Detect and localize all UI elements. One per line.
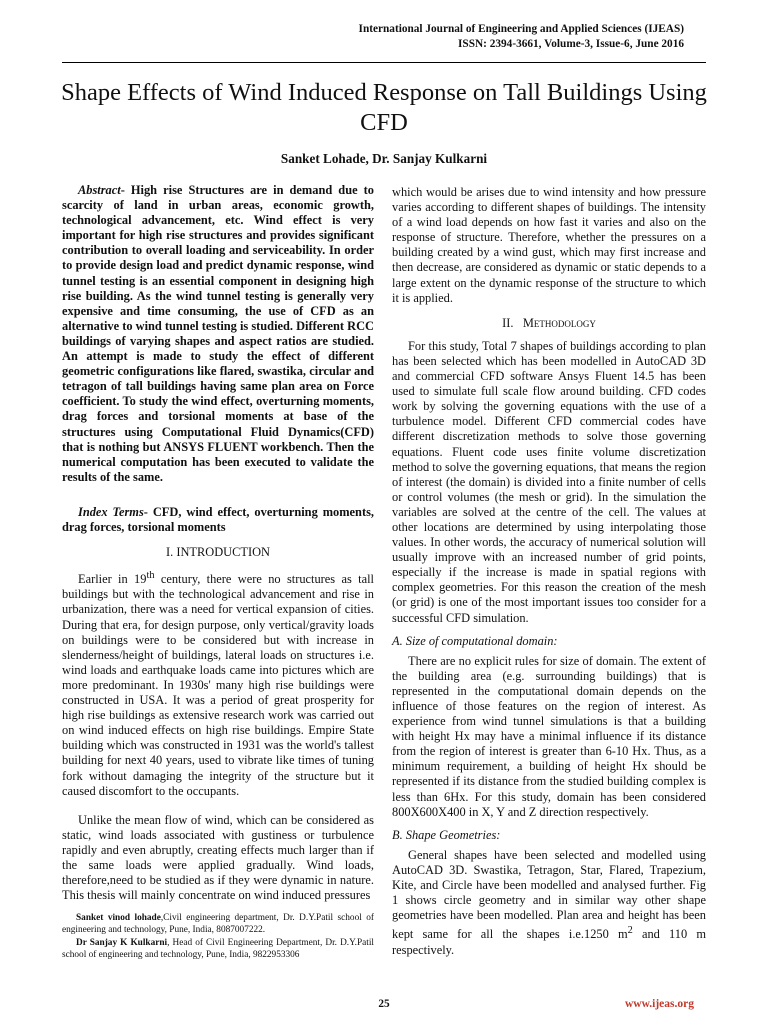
journal-website-link[interactable]: www.ijeas.org xyxy=(625,998,694,1010)
journal-name: International Journal of Engineering and Applied Sciences (IJEAS) xyxy=(358,23,684,35)
footnote-author-2: Dr Sanjay K Kulkarni, Head of Civil Engineering Department, Dr. D.Y.Patil school of engineering and technology, Pune, India, 9822953306 xyxy=(62,937,374,960)
shapes-paragraph: General shapes have been selected and modelled using AutoCAD 3D. Swastika, Tetragon, Star, Flared, Trapezium, Kite, and Circle have been modelled and analysed further. Fig 1 shows circle geometry and in similar way other shape geometries have been modelled. Plan area and height has been kept same for all the shapes i.e.1250 $m^2$ and 110 m respectively. xyxy=(392,847,706,957)
index-terms xyxy=(62,505,374,535)
index-terms-label: Index Terms xyxy=(78,504,144,519)
author-footnotes xyxy=(62,912,374,961)
abstract-label: Abstract xyxy=(78,183,121,197)
right-paragraph-continued: which would be arises due to wind intensity and how pressure varies according to different shapes of buildings. The intensity of a wind load depends on how fast it varies and also on the response of structure. Therefore, whether the pressures on a building created by a wind gust, which may first increase and then decrease, are considered as dynamic or static depends to a large extent on the dynamic response of the structure to which it is applied. xyxy=(392,185,706,305)
intro-paragraph-1: Earlier in 19th century, there were no structures as tall buildings but with the technological advancement and rise in urbanization, there was a need for vertical expansion of cities. During that era, for design purpose, only vertical/gravity loads on buildings were to be considered but with increase in slenderness/height of buildings, lateral loads on structures i.e. wind loads and earthquake loads came into pictures which are more predominant. In 1930s' many high rise buildings were constructed in USA. It was a period of great prosperity for high rise buildings as extensive research work was carried out on wind induced effects on high rise buildings. Empire State building which was constructed in 1931 was the world's tallest building for next 40 years, used to vibrate like times of tuning fork without damaging the integrity of the structure but it caused discomfort to the occupants. xyxy=(62,570,374,798)
footnote-author-1: Sanket vinod lohade,Civil engineering department, Dr. D.Y.Patil school of engineering and technology, Pune, India, 8087007222. xyxy=(62,913,374,936)
left-column xyxy=(62,183,374,903)
index-terms-text: - CFD, wind effect, overturning moments, drag forces, torsional moments xyxy=(62,504,374,534)
journal-header xyxy=(359,22,684,52)
subsection-heading-shapes: B. Shape Geometries: xyxy=(392,827,501,842)
methodology-paragraph: For this study, Total 7 shapes of buildings according to plan has been selected which has been modelled in AutoCAD 3D and commercial CFD software Ansys Fluent 14.5 has been used to simulate full scale flow around building. CFD codes work by solving the governing equations with the use of a turbulence model. Different CFD commercial codes have different discretization methods to solve those governing equations. Fluent code uses finite volume discretization method to solve the governing equations, that means the region of interest (the domain) is divided into a finite number of cells or control volumes (the mesh or grid). In the simulation the variables are solved at the centre of the cell. The values at other locations are determined by using interpolating those values. In other words, the accuracy of numerical solution will usually improve with an increased number of grid points, especially if the increase is made in spatial regions with complex geometries. For this reason the creation of the mesh (or grid) is one of the most important issues too consider for a successful CFD simulation. xyxy=(392,338,706,625)
section-heading-introduction: I. INTRODUCTION xyxy=(166,545,270,560)
header-rule xyxy=(62,62,706,63)
abstract xyxy=(62,183,374,485)
paper-title: Shape Effects of Wind Induced Response on Tall Buildings Using CFD xyxy=(61,79,707,136)
domain-paragraph: There are no explicit rules for size of domain. The extent of the building area (e.g. surrounding buildings) that is represented in the computational domain depends on the influence of those features on the region of interest. As experience from wind tunnel simulations is that a building with height Hx may have a minimal influence if its distance from the region of interest is greater than 6-10 Hx. Thus, as a minimum requirement, a building of height Hx should be represented if its distance from the studied building complex is less than 6Hx. For this study, domain has been considered 800X600X400 in X, Y and Z direction respectively. xyxy=(392,653,706,819)
section-heading-methodology: II. Methodology xyxy=(502,315,596,330)
abstract-text: - High rise Structures are in demand due to scarcity of land in urban areas, economic growth, technological advancement, etc. Wind effect is very important for high rise structures and provides significant contribution to overall loading and serviceability. In order to provide design load and predict dynamic response, wind tunnel testing is an essential component in designing high rise building. As the wind tunnel testing is generally very expensive and time consuming, the use of CFD as an alternative to wind tunnel testing is studied. Different RCC buildings of varying shapes and aspect ratios are studied. An attempt is made to study the effect of different geometric configurations like flared, swastika, circular and tetragon of tall buildings having same plan area on Force coefficient. To study the wind effect, overturning moments, drag forces and torsional moments at base of the structures using Computational Fluid Dynamics(CFD) that is nothing but ANSYS FLUENT workbench. Then the numerical computation has been executed to validate the results of the same. xyxy=(62,183,374,484)
journal-issn: ISSN: 2394-3661, Volume-3, Issue-6, June 2016 xyxy=(458,38,684,50)
page-number: 25 xyxy=(378,998,390,1010)
paper-authors: Sanket Lohade, Dr. Sanjay Kulkarni xyxy=(280,151,488,166)
right-column xyxy=(392,185,706,958)
intro-paragraph-2: Unlike the mean flow of wind, which can be considered as static, wind loads associated with gustiness or turbulence rapidly and even abruptly, creating effects much larger than if the same loads were applied gradually. Wind loads, therefore,need to be studied as if they were dynamic in nature. This thesis will mainly concentrate on wind induced pressures xyxy=(62,812,374,903)
subsection-heading-domain: A. Size of computational domain: xyxy=(392,633,558,648)
